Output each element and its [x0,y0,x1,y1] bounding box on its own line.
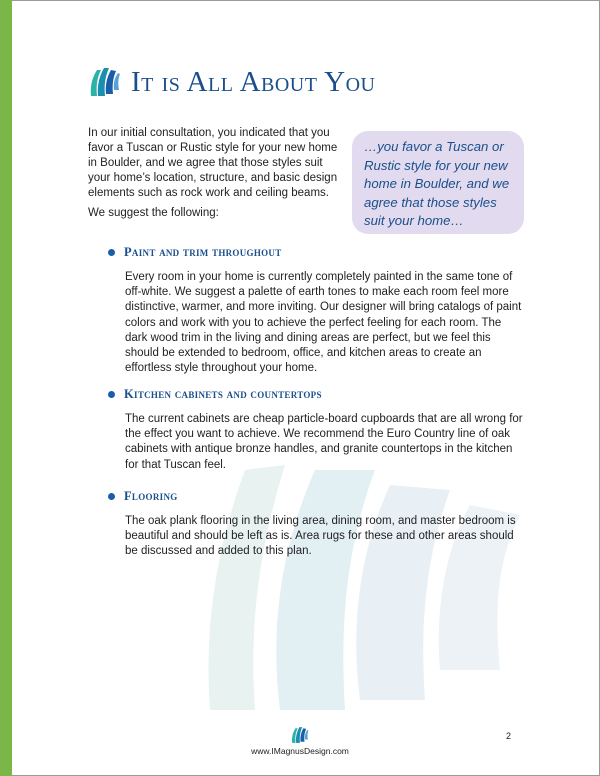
pull-quote: …you favor a Tuscan or Rustic style for your new home in Boulder, and we agree that those styles suit your home… [352,131,524,234]
imagnus-logo-icon [89,66,121,98]
imagnus-logo-icon [291,726,309,744]
section-heading-kitchen [108,387,322,402]
section-body-flooring: The oak plank flooring in the living area, dining room, and master bedroom is beautiful and should be left as is. Area rugs for these and other areas should be discussed and added to this plan. [125,515,516,558]
section-heading-text: Paint and trim throughout [124,245,282,259]
footer-url[interactable]: www.IMagnusDesign.com [251,746,349,756]
accent-bar [0,0,12,776]
intro-paragraph: In our initial consultation, you indicated that you favor a Tuscan or Rustic style for your new home in Boulder, and we agree that those styles suit your home’s location, structure, and basic design elements such as rock work and ceiling beams. [88,127,338,199]
page-title: It is All About You [131,65,376,98]
title-row [89,66,375,98]
bullet-dot-icon [108,249,115,256]
section-heading-paint [108,245,282,260]
suggest-line: We suggest the following: [88,207,219,219]
section-heading-text: Flooring [124,489,178,503]
page-number: 2 [506,731,512,741]
section-heading-text: Kitchen cabinets and countertops [124,387,322,401]
section-body-kitchen: The current cabinets are cheap particle-board cupboards that are all wrong for the effect you want to achieve. We recommend the Euro Country line of oak cabinets with antique bronze handles, and granite countertops in the kitchen for that Tuscan feel. [125,413,523,471]
bullet-dot-icon [108,391,115,398]
bullet-dot-icon [108,493,115,500]
section-body-paint: Every room in your home is currently completely painted in the same tone of off-white. We suggest a palette of earth tones to make each room feel more distinctive, warmer, and more inviting. Our designer will bring catalogs of paint colors and work with you to achieve the perfect feeling for each room. The dark wood trim in the living and dining areas are perfect, but we feel this should be extended to bedroom, office, and kitchen areas to create an effortless style throughout your home. [125,271,522,375]
section-heading-flooring [108,489,178,504]
